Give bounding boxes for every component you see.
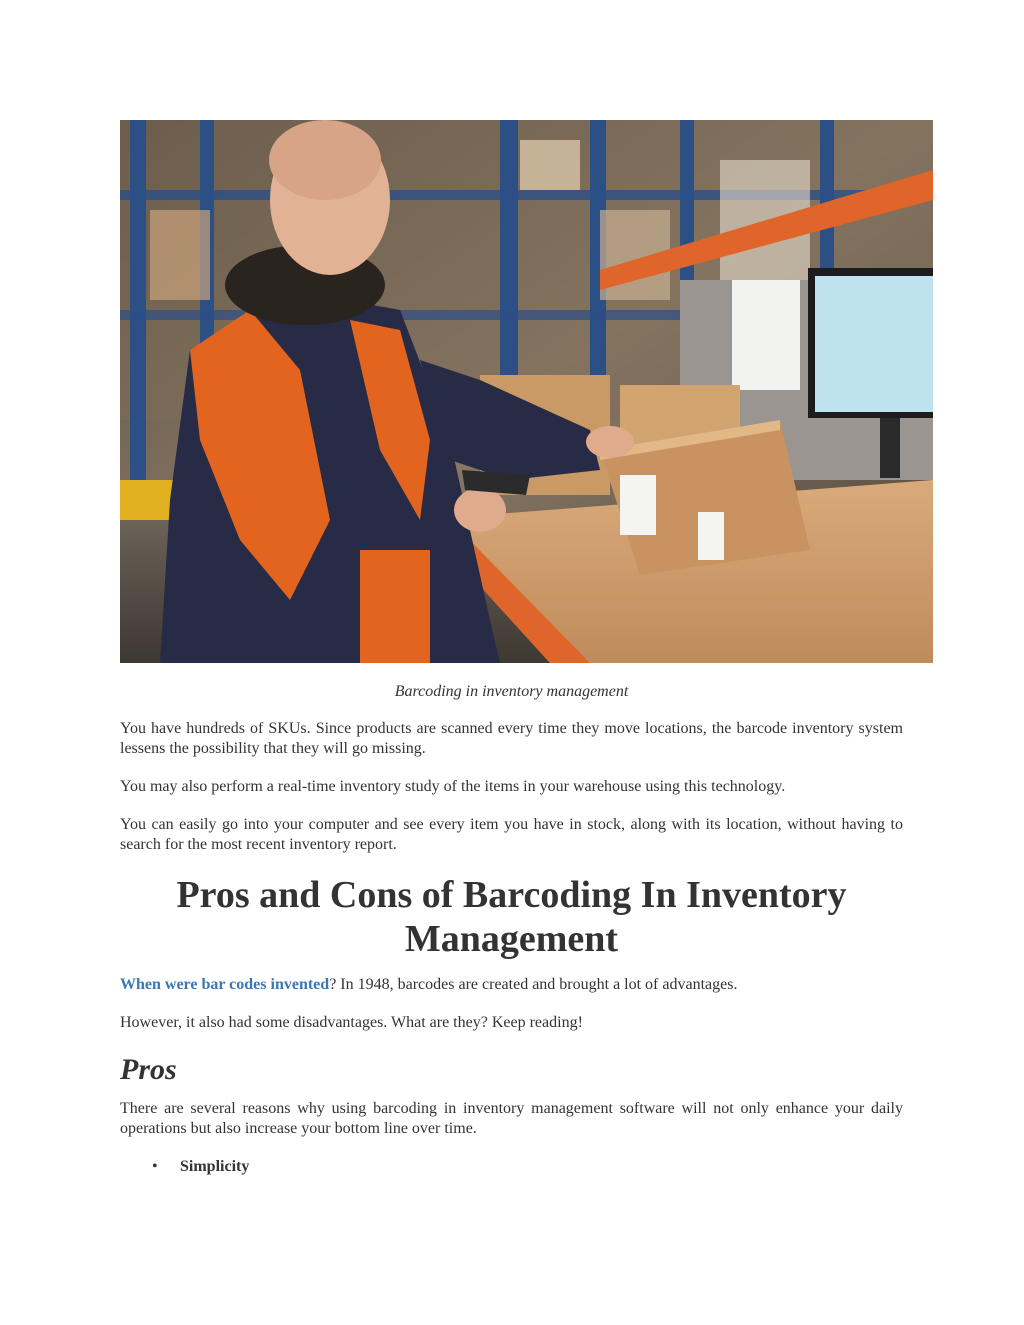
article-body bbox=[120, 719, 903, 1177]
paragraph-realtime: You may also perform a real-time inventory study of the items in your warehouse using this technology. bbox=[120, 778, 786, 795]
paragraph-invented bbox=[120, 975, 903, 995]
pros-list-item bbox=[152, 1157, 903, 1177]
bar-codes-invented-link[interactable]: When were bar codes invented bbox=[120, 976, 330, 993]
bullet-icon: • bbox=[152, 1158, 158, 1175]
paragraph-disadvantages: However, it also had some disadvantages. What are they? Keep reading! bbox=[120, 1014, 583, 1031]
warehouse-illustration bbox=[120, 120, 933, 663]
paragraph-skus: You have hundreds of SKUs. Since products are scanned every time they move locations, the barcode inventory system lessens the possibility that they will go missing. bbox=[120, 720, 903, 757]
paragraph-invented-rest: ? In 1948, barcodes are created and brought a lot of advantages. bbox=[329, 976, 738, 993]
pros-list bbox=[120, 1157, 903, 1177]
article-heading: Pros and Cons of Barcoding In Inventory Management bbox=[176, 874, 847, 960]
pros-heading: Pros bbox=[120, 1053, 177, 1086]
pros-item-label: Simplicity bbox=[180, 1158, 250, 1175]
warehouse-photo bbox=[120, 120, 933, 663]
photo-caption: Barcoding in inventory management bbox=[394, 683, 629, 700]
paragraph-computer: You can easily go into your computer and see every item you have in stock, along with its location, without having to search for the most recent inventory report. bbox=[120, 816, 903, 853]
paragraph-pros-intro: There are several reasons why using barcoding in inventory management software will not only enhance your daily operations but also increase your bottom line over time. bbox=[120, 1100, 903, 1137]
